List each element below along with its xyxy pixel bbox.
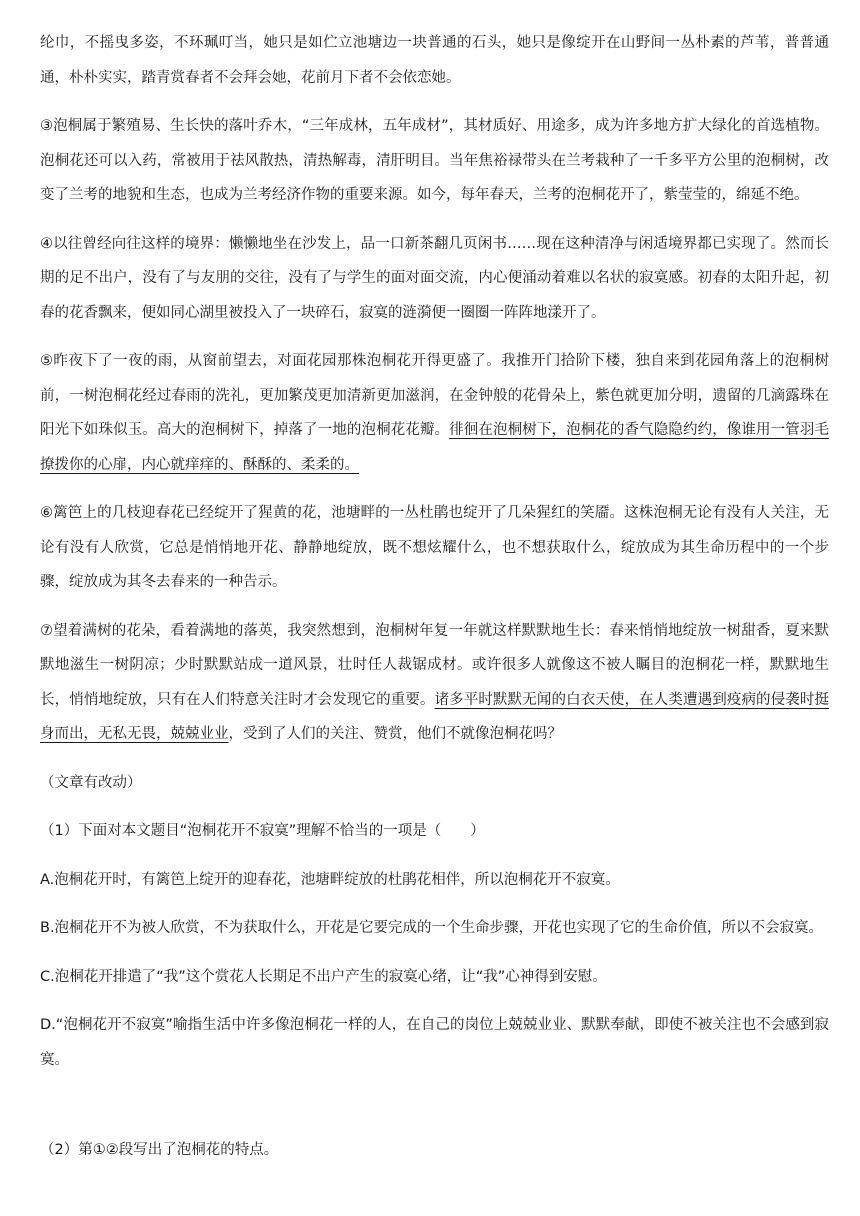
revision-note: （文章有改动） <box>40 774 142 791</box>
question-1: （1）下面对本文题目“泡桐花开不寂寞”理解不恰当的一项是（ ） <box>40 823 485 839</box>
paragraph-7-ending: ，受到了人们的关注、赞赏，他们不就像泡桐花吗？ <box>228 726 562 742</box>
paragraph-2-continued: 纶巾，不摇曳多姿，不环珮叮当，她只是如伫立池塘边一块普通的石头，她只是像绽开在山野间一丛朴素的芦苇，普普通通，朴朴实实，踏青赏春者不会拜会她，花前月下者不会依恋她。 <box>40 35 829 86</box>
paragraph-7 <box>40 614 829 752</box>
spacer <box>40 1091 829 1133</box>
question-1-option-b: B.泡桐花开不为被人欣赏，不为获取什么，开花是它要完成的一个生命步骤，开花也实现了它的生命价值，所以不会寂寞。 <box>40 920 824 936</box>
question-2: （2）第①②段写出了泡桐花的特点。 <box>40 1142 279 1158</box>
paragraph-7-underlined-sentence: 诸多平时默默无闻的白衣天使，在人类遭遇到疫病的侵袭时挺身而出，无私无畏，兢兢业业 <box>40 691 830 742</box>
document-page <box>40 26 829 1182</box>
paragraph-7-text: ⑦望着满树的花朵，看着满地的落英，我突然想到，泡桐树年复一年就这样默默地生长：春来悄悄地绽放一树甜香，夏来默默地滋生一树阴凉；少时默默站成一道风景，壮时任人裁锯成材。或许很多人就像这不被人瞩目的泡桐花一样，默默地生长，悄悄地绽放，只有在人们特意关注时才会发现它的重要。 <box>40 622 829 708</box>
paragraph-6: ⑥篱笆上的几枝迎春花已经绽开了猩黄的花，池塘畔的一丛杜鹃也绽开了几朵猩红的笑靥。这株泡桐无论有没有人关注，无论有没有人欣赏，它总是悄悄地开花、静静地绽放，既不想炫耀什么，也不想获取什么，绽放成为其生命历程中的一个步骤，绽放成为其冬去春来的一种告示。 <box>40 505 829 590</box>
paragraph-4: ④以往曾经向往这样的境界：懒懒地坐在沙发上，品一口新茶翻几页闲书……现在这种清净与闲适境界都已实现了。然而长期的足不出户，没有了与友朋的交往，没有了与学生的面对面交流，内心便涌动着难以名状的寂寞感。初春的太阳升起，初春的花香飘来，便如同心湖里被投入了一块碎石，寂寞的涟漪便一圈圈一阵阵地漾开了。 <box>40 235 829 321</box>
question-1-option-a: A.泡桐花开时，有篱笆上绽开的迎春花，池塘畔绽放的杜鹃花相伴，所以泡桐花开不寂寞。 <box>40 871 620 888</box>
question-1-option-c: C.泡桐花开排遣了“我”这个赏花人长期足不出户产生的寂寞心绪，让“我”心神得到安慰。 <box>40 968 607 985</box>
question-1-option-d: D.“泡桐花开不寂寞”喻指生活中许多像泡桐花一样的人，在自己的岗位上兢兢业业、默默奉献，即使不被关注也不会感到寂寞。 <box>40 1017 829 1068</box>
paragraph-5-text: ⑤昨夜下了一夜的雨，从窗前望去，对面花园那株泡桐花开得更盛了。我推开门拾阶下楼，独自来到花园角落上的泡桐树前，一树泡桐花经过春雨的洗礼，更加繁茂更加清新更加滋润，在金钟般的花骨朵上，紫色就更加分明，遗留的几滴露珠在阳光下如珠似玉。高大的泡桐树下，掉落了一地的泡桐花花瓣。 <box>40 353 829 438</box>
paragraph-3: ③泡桐属于繁殖易、生长快的落叶乔木，“三年成林，五年成材”，其材质好、用途多，成为许多地方扩大绿化的首选植物。泡桐花还可以入药，常被用于祛风散热，清热解毒，清肝明目。当年焦裕禄带头在兰考栽种了一千多平方公里的泡桐树，改变了兰考的地貌和生态，也成为兰考经济作物的重要来源。如今，每年春天，兰考的泡桐花开了，紫莹莹的，绵延不绝。 <box>40 118 829 203</box>
paragraph-5 <box>40 344 829 482</box>
paragraph-5-underlined-sentence: 徘徊在泡桐树下，泡桐花的香气隐隐约约，像谁用一管羽毛撩拨你的心扉，内心就痒痒的、酥酥的、柔柔的。 <box>40 422 829 473</box>
